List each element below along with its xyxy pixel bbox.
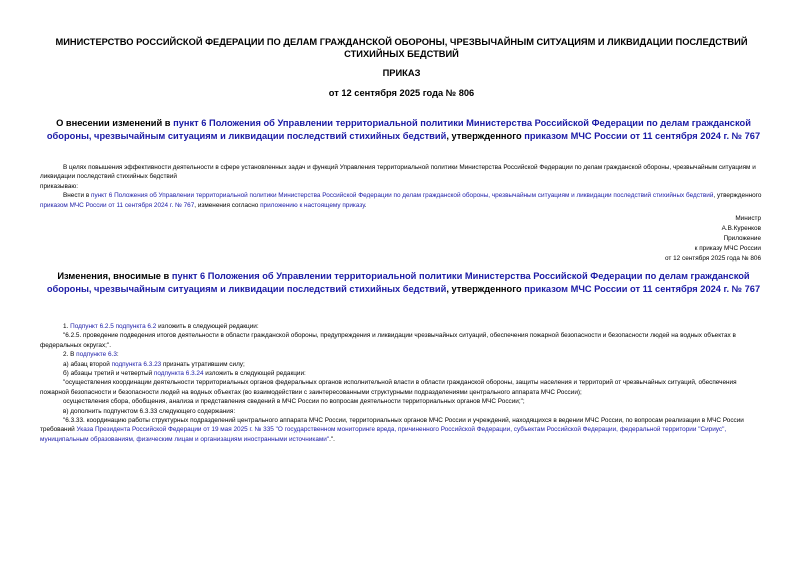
change-item-1-text: "6.2.5. проведение подведения итогов деятельности в области гражданской обороны, предупреждения и ликвидации чрезвычайных ситуаций, обеспечения пожарной безопасности и безопасности людей на водных объектах в федеральных округах;".: [40, 332, 736, 349]
change-item-2c: в) дополнить подпунктом 6.3.33 следующего содержания:: [63, 407, 236, 415]
instruction-link-appendix[interactable]: приложению к настоящему приказу: [260, 201, 365, 209]
title-link-order-767[interactable]: приказом МЧС России от 11 сентября 2024 г. № 767: [524, 130, 761, 141]
changes-list: [40, 322, 763, 444]
changes-title-middle: , утвержденного: [446, 283, 525, 294]
link-subclause-6-3-23[interactable]: подпункта 6.3.23: [111, 360, 162, 368]
title-prefix: О внесении изменений в: [56, 118, 174, 128]
issuing-authority: МИНИСТЕРСТВО РОССИЙСКОЙ ФЕДЕРАЦИИ ПО ДЕЛАМ ГРАЖДАНСКОЙ ОБОРОНЫ, ЧРЕЗВЫЧАЙНЫМ СИТУАЦИЯМ И ЛИКВИДАЦИИ ПОСЛЕДСТВИЙ СТИХИЙНЫХ БЕДСТВИЙ: [55, 37, 748, 59]
change-text: б) абзацы третий и четвертый: [63, 370, 154, 378]
change-item-2c-text: [40, 416, 763, 444]
instruction-link-clause-6[interactable]: пункт 6 Положения об Управлении территориальной политики Министерства Российской Федерации по делам гражданской обороны, чрезвычайным ситуациям и ликвидации последствий стихийных бедствий: [90, 192, 714, 200]
change-text: .".: [329, 435, 335, 443]
order-title: [44, 117, 763, 142]
preamble-order-word: приказываю:: [40, 182, 78, 190]
appendix-to-order: к приказу МЧС России: [694, 245, 761, 252]
changes-title-prefix: Изменения, вносимые в: [57, 271, 172, 281]
changes-title: [44, 270, 763, 295]
change-item-2b-text-1: "осуществления координации деятельности территориальных органов федеральных органов исполнительной власти в области гражданской обороны, защиты населения и территорий от чрезвычайных ситуаций, обеспечения пожарной безопасности и безопасности людей на водных объектах (во взаимодействии с заинтересованными структурными подразделениями центрального аппарата МЧС России);: [40, 379, 737, 396]
signature-block: [665, 214, 761, 264]
change-item-2b: [40, 369, 763, 378]
appendix-label: Приложение: [723, 235, 761, 242]
signatory-role: Министр: [735, 215, 761, 222]
preamble-instruction: [40, 191, 763, 210]
change-item-2b-text-2: осуществления сбора, обобщения, анализа и представления сведений в МЧС России по вопросам деятельности территориальных органов МЧС России;";: [63, 398, 525, 406]
link-subclause-6-3[interactable]: подпункте 6.3: [76, 351, 117, 359]
instruction-text: , изменения согласно: [194, 201, 261, 209]
instruction-text: Внести в: [63, 192, 91, 200]
signatory-name: А.В.Куренков: [721, 225, 761, 232]
link-subclause-6-2-5[interactable]: Подпункт 6.2.5 подпункта 6.2: [70, 323, 157, 330]
change-text: "6.3.33. координацию работы структурных подразделений центрального аппарата МЧС России, территориальных органов МЧС России и учреждений, находящихся в ведении МЧС России, по вопросам реализации в МЧС России требований: [40, 417, 744, 434]
document-date-number: от 12 сентября 2025 года № 806: [328, 88, 475, 98]
changes-title-link-order-767[interactable]: приказом МЧС России от 11 сентября 2024 г. № 767: [524, 283, 761, 294]
change-text: :: [116, 351, 119, 359]
instruction-text: , утвержденного: [713, 192, 762, 200]
changes-title-link-clause-6[interactable]: пункт 6 Положения об Управлении территориальной политики Министерства Российской Федерации по делам гражданской обороны, чрезвычайным ситуациям и ликвидации последствий стихийных бедствий: [46, 271, 750, 294]
change-text: изложить в следующей редакции:: [156, 323, 259, 330]
change-item-2: [40, 350, 763, 359]
link-presidential-decree-335[interactable]: Указа Президента Российской Федерации от 19 мая 2025 г. № 335 "О государственном мониторинге вреда, причиненного Российской Федерации, субъектам Российской Федерации, федеральной территории "Сириус", муниципальным образованиям, физическим лицам и организациям иностранными источниками": [40, 426, 727, 443]
title-link-clause-6[interactable]: пункт 6 Положения об Управлении территориальной политики Министерства Российской Федерации по делам гражданской обороны, чрезвычайным ситуациям и ликвидации последствий стихийных бедствий: [46, 118, 751, 141]
change-item-2a: [40, 360, 763, 369]
change-text: а) абзац второй: [63, 360, 112, 368]
change-text: признать утратившим силу;: [161, 360, 245, 368]
instruction-text: .: [364, 201, 367, 209]
preamble: [40, 163, 763, 210]
appendix-date: от 12 сентября 2025 года № 806: [665, 255, 761, 262]
document-type: ПРИКАЗ: [382, 68, 421, 78]
change-text: 2. В: [63, 351, 77, 359]
change-text: изложить в следующей редакции:: [203, 370, 306, 378]
change-text: 1.: [63, 323, 71, 330]
link-subclause-6-3-24[interactable]: подпункта 6.3.24: [153, 370, 204, 378]
instruction-link-order-767[interactable]: приказом МЧС России от 11 сентября 2024 г. № 767: [40, 201, 195, 209]
change-item-1: [40, 322, 763, 331]
title-middle: , утвержденного: [446, 130, 525, 141]
preamble-paragraph: В целях повышения эффективности деятельности в сфере установленных задач и функций Управления территориальной политики Министерства Российской Федерации по делам гражданской обороны, чрезвычайным ситуациям и ликвидации последствий стихийных бедствий: [40, 164, 756, 181]
